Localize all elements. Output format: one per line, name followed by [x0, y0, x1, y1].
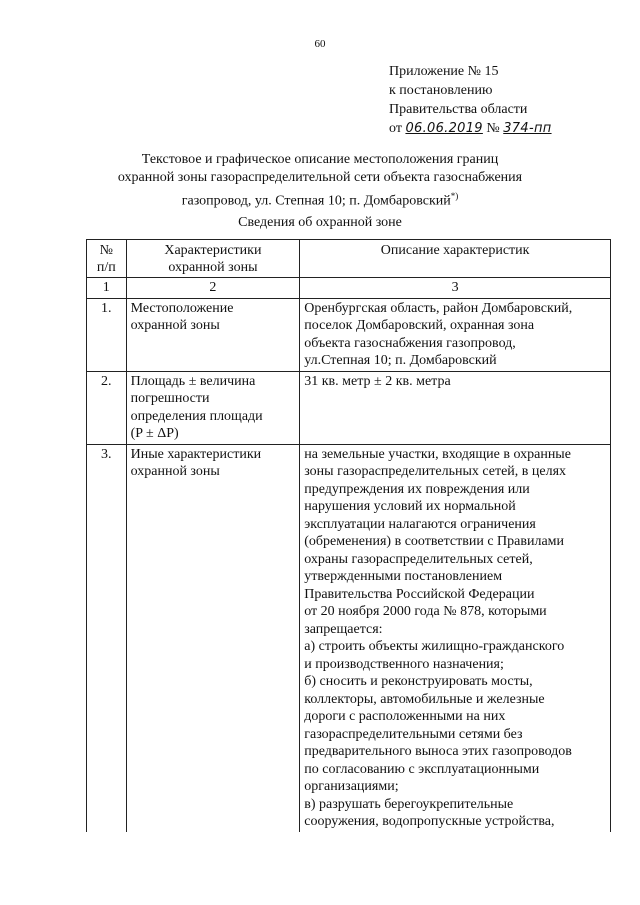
- row-description: [300, 444, 611, 832]
- header-num: [87, 240, 127, 278]
- desc-line: 31 кв. метр ± 2 кв. метра: [304, 373, 451, 389]
- desc-line: запрещается:: [304, 621, 383, 637]
- desc-line: сооружения, водопропускные устройства,: [304, 814, 555, 829]
- header-char-line-1: Характеристики: [164, 243, 262, 258]
- char-line: Иные характеристики: [130, 446, 262, 462]
- row-number: 1.: [87, 298, 127, 371]
- desc-line: Правительства Российской Федерации: [304, 586, 535, 602]
- handwritten-date: 06.06.2019: [405, 121, 483, 136]
- column-number-1: 1: [87, 278, 127, 299]
- desc-line: предупреждения их повреждения или: [304, 481, 530, 497]
- header-num-line-1: №: [99, 243, 113, 258]
- table-row: [87, 444, 611, 832]
- desc-line: предварительного выноса этих газопроводов: [304, 744, 572, 759]
- desc-line: утвержденными постановлением: [304, 569, 503, 584]
- desc-line: объекта газоснабжения газопровод,: [304, 335, 516, 351]
- document-title: [100, 151, 540, 211]
- desc-line: ул.Степная 10; п. Домбаровский: [304, 353, 497, 368]
- desc-line: и производственного назначения;: [304, 656, 504, 672]
- desc-line: зоны газораспределительных сетей, в целях: [304, 464, 567, 479]
- char-line: охранной зоны: [130, 318, 220, 333]
- appendix-line-2: к постановлению: [389, 83, 493, 98]
- desc-line: эксплуатации налагаются ограничения: [304, 516, 536, 532]
- title-line-3: [100, 187, 540, 211]
- char-line: Местоположение: [130, 300, 234, 316]
- appendix-line-3: Правительства области: [389, 102, 528, 117]
- desc-line: охраны газораспределительных сетей,: [304, 551, 533, 567]
- desc-line: б) сносить и реконструировать мосты,: [304, 674, 533, 689]
- row-description: [300, 371, 611, 444]
- protection-zone-table: [86, 239, 611, 832]
- desc-line: нарушения условий их нормальной: [304, 499, 516, 514]
- appendix-date-line: [389, 119, 552, 138]
- section-subtitle: Сведения об охранной зоне: [238, 215, 402, 230]
- title-line-2: охранной зоны газораспределительной сети объекта газоснабжения: [117, 170, 523, 185]
- page-number: 60: [314, 38, 326, 50]
- header-characteristics: [126, 240, 300, 278]
- table-row: [87, 298, 611, 371]
- desc-line: от 20 ноября 2000 года № 878, которыми: [304, 604, 547, 619]
- table-row: [87, 371, 611, 444]
- char-line: (P ± ΔP): [130, 426, 179, 441]
- desc-line: в) разрушать берегоукрепительные: [304, 796, 514, 812]
- char-line: охранной зоны: [130, 464, 220, 479]
- desc-line: дороги с расположенными на них: [304, 709, 506, 724]
- title-line-1: Текстовое и графическое описание местоположения границ: [141, 152, 499, 167]
- char-line: определения площади: [130, 408, 263, 424]
- char-line: Площадь ± величина: [130, 373, 256, 389]
- column-number-2: 2: [126, 278, 300, 299]
- desc-line: газораспределительными сетями без: [304, 726, 523, 742]
- date-prefix: от: [389, 121, 402, 136]
- desc-line: коллекторы, автомобильные и железные: [304, 691, 545, 707]
- row-description: [300, 298, 611, 371]
- desc-line: по согласованию с эксплуатационными: [304, 761, 540, 777]
- desc-line: (обременения) в соответствии с Правилами: [304, 534, 565, 549]
- row-characteristic: [126, 371, 300, 444]
- desc-line: на земельные участки, входящие в охранные: [304, 446, 571, 462]
- desc-line: а) строить объекты жилищно-гражданского: [304, 639, 565, 654]
- header-num-line-2: п/п: [96, 260, 116, 275]
- title-line-3-text: газопровод, ул. Степная 10; п. Домбаровский: [181, 193, 451, 209]
- column-number-row: [87, 278, 611, 299]
- number-prefix: №: [486, 121, 500, 136]
- desc-line: организациями;: [304, 779, 399, 794]
- desc-line: Оренбургская область, район Домбаровский,: [304, 300, 573, 316]
- appendix-line-1: Приложение № 15: [389, 64, 499, 79]
- desc-line: поселок Домбаровский, охранная зона: [304, 318, 535, 333]
- header-description: Описание характеристик: [300, 240, 611, 278]
- column-number-3: 3: [300, 278, 611, 299]
- header-char-line-2: охранной зоны: [168, 260, 258, 275]
- row-number: 2.: [87, 371, 127, 444]
- handwritten-number: 374-пп: [503, 121, 552, 136]
- table-header-row: [87, 240, 611, 278]
- appendix-block: [389, 62, 552, 138]
- row-characteristic: [126, 298, 300, 371]
- char-line: погрешности: [130, 391, 210, 406]
- row-number: 3.: [87, 444, 127, 832]
- footnote-mark: *): [450, 191, 459, 201]
- row-characteristic: [126, 444, 300, 832]
